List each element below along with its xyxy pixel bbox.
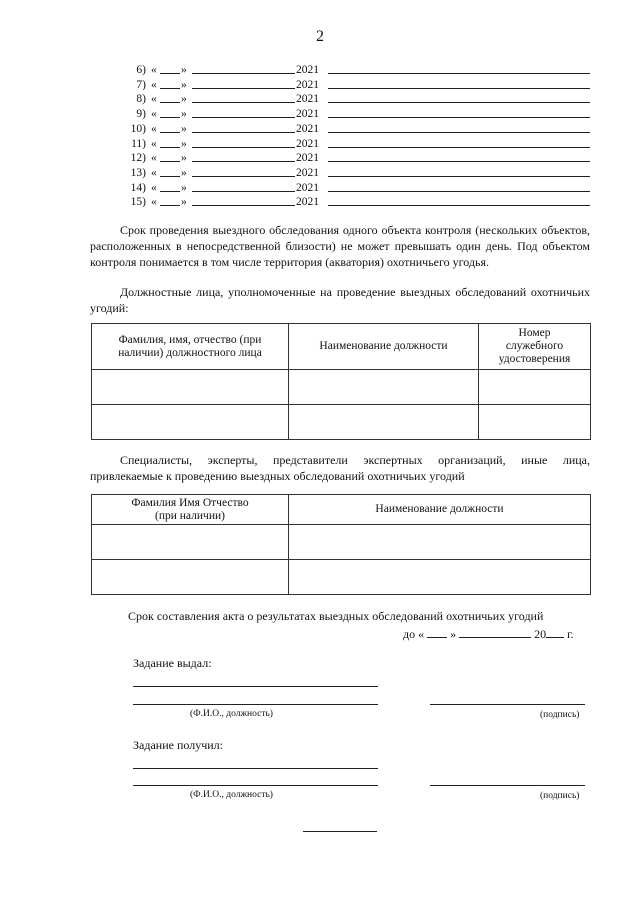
officials-table bbox=[91, 323, 591, 440]
close-quote: » bbox=[181, 166, 187, 179]
issued-label: Задание выдал: bbox=[133, 656, 212, 670]
row-number: 11) bbox=[131, 137, 146, 150]
close-quote: » bbox=[181, 93, 187, 106]
open-quote: « bbox=[151, 137, 157, 150]
description-blank[interactable] bbox=[328, 107, 590, 118]
row-number: 6) bbox=[136, 64, 146, 76]
day-blank[interactable] bbox=[160, 92, 180, 103]
year-text: 2021 bbox=[296, 152, 319, 165]
deadline-month-blank[interactable] bbox=[459, 626, 531, 638]
paragraph-specialists: Специалисты, эксперты, представители экспертных организаций, иные лица, привлекаемые к проведению выездных обследований охотничьих угодий bbox=[90, 453, 590, 483]
deadline-quote-close: » bbox=[450, 627, 457, 641]
table-row bbox=[92, 560, 591, 595]
date-row bbox=[0, 122, 640, 137]
date-row bbox=[0, 137, 640, 152]
deadline-text: Срок составления акта о результатах выездных обследований охотничьих угодий bbox=[128, 609, 544, 623]
open-quote: « bbox=[151, 196, 157, 209]
row-number: 15) bbox=[130, 196, 146, 209]
description-blank[interactable] bbox=[328, 181, 590, 192]
bottom-divider bbox=[303, 831, 377, 832]
table1-cell[interactable] bbox=[479, 405, 591, 440]
table1-cell[interactable] bbox=[289, 405, 479, 440]
received-fio-caption: (Ф.И.О., должность) bbox=[190, 790, 273, 800]
date-row bbox=[0, 166, 640, 181]
table2-cell[interactable] bbox=[289, 525, 591, 560]
day-blank[interactable] bbox=[160, 137, 180, 148]
issued-fio-caption: (Ф.И.О., должность) bbox=[190, 709, 273, 719]
issued-sign-caption: (подпись) bbox=[540, 710, 580, 720]
table1-header-position: Наименование должности bbox=[289, 324, 479, 370]
open-quote: « bbox=[151, 64, 157, 76]
date-row bbox=[0, 107, 640, 122]
open-quote: « bbox=[151, 108, 157, 121]
day-blank[interactable] bbox=[160, 122, 180, 133]
table2-cell[interactable] bbox=[92, 525, 289, 560]
year-text: 2021 bbox=[296, 122, 319, 135]
day-blank[interactable] bbox=[160, 195, 180, 206]
deadline-date bbox=[403, 626, 574, 642]
received-label: Задание получил: bbox=[133, 738, 223, 752]
close-quote: » bbox=[181, 108, 187, 121]
close-quote: » bbox=[181, 152, 187, 165]
year-text: 2021 bbox=[296, 78, 319, 91]
description-blank[interactable] bbox=[328, 137, 590, 148]
year-text: 2021 bbox=[296, 196, 319, 209]
day-blank[interactable] bbox=[160, 78, 180, 89]
description-blank[interactable] bbox=[328, 195, 590, 206]
table-row bbox=[92, 405, 591, 440]
day-blank[interactable] bbox=[160, 181, 180, 192]
description-blank[interactable] bbox=[328, 166, 590, 177]
close-quote: » bbox=[181, 181, 187, 194]
table2-header-name: Фамилия Имя Отчество (при наличии) bbox=[92, 495, 289, 525]
received-sign-caption: (подпись) bbox=[540, 791, 580, 801]
issued-signature-line[interactable] bbox=[430, 704, 585, 705]
open-quote: « bbox=[151, 166, 157, 179]
open-quote: « bbox=[151, 78, 157, 91]
year-text: 2021 bbox=[296, 93, 319, 106]
description-blank[interactable] bbox=[328, 92, 590, 103]
month-blank[interactable] bbox=[192, 63, 295, 74]
table1-cell[interactable] bbox=[92, 405, 289, 440]
open-quote: « bbox=[151, 152, 157, 165]
year-text: 2021 bbox=[296, 64, 319, 76]
description-blank[interactable] bbox=[328, 78, 590, 89]
year-text: 2021 bbox=[296, 108, 319, 121]
table2-header-position: Наименование должности bbox=[289, 495, 591, 525]
issued-fio-line-1[interactable] bbox=[133, 686, 378, 687]
table-row bbox=[92, 370, 591, 405]
date-row bbox=[0, 78, 640, 93]
year-text: 2021 bbox=[296, 137, 319, 150]
description-blank[interactable] bbox=[328, 122, 590, 133]
row-number: 7) bbox=[136, 78, 146, 91]
paragraph-duration: Срок проведения выездного обследования одного объекта контроля (нескольких объектов, расположенных в непосредственной близости) не может превышать один день. Под объектом контроля понимается в том числе территория (акватория) охотничьего угодья. bbox=[90, 223, 590, 269]
table2-cell[interactable] bbox=[289, 560, 591, 595]
month-blank[interactable] bbox=[192, 92, 295, 103]
day-blank[interactable] bbox=[160, 151, 180, 162]
deadline-year-blank[interactable] bbox=[546, 626, 564, 638]
row-number: 8) bbox=[136, 93, 146, 106]
date-row bbox=[0, 195, 640, 210]
day-blank[interactable] bbox=[160, 166, 180, 177]
month-blank[interactable] bbox=[192, 181, 295, 192]
row-number: 9) bbox=[136, 108, 146, 121]
month-blank[interactable] bbox=[192, 151, 295, 162]
date-row bbox=[0, 92, 640, 107]
table1-header-id: Номер служебного удостоверения bbox=[479, 324, 591, 370]
table-row bbox=[92, 525, 591, 560]
day-blank[interactable] bbox=[160, 107, 180, 118]
open-quote: « bbox=[151, 122, 157, 135]
date-row bbox=[0, 63, 640, 78]
date-row bbox=[0, 181, 640, 196]
issued-fio-line-2[interactable] bbox=[133, 704, 378, 705]
month-blank[interactable] bbox=[192, 195, 295, 206]
open-quote: « bbox=[151, 181, 157, 194]
open-quote: « bbox=[151, 93, 157, 106]
month-blank[interactable] bbox=[192, 122, 295, 133]
table1-cell[interactable] bbox=[479, 370, 591, 405]
received-fio-line-2[interactable] bbox=[133, 785, 378, 786]
deadline-year-prefix: 20 bbox=[534, 627, 547, 641]
table1-cell[interactable] bbox=[92, 370, 289, 405]
row-number: 10) bbox=[130, 122, 146, 135]
close-quote: » bbox=[181, 78, 187, 91]
deadline-day-blank[interactable] bbox=[427, 626, 447, 638]
row-number: 12) bbox=[130, 152, 146, 165]
day-blank[interactable] bbox=[160, 63, 180, 74]
month-blank[interactable] bbox=[192, 107, 295, 118]
description-blank[interactable] bbox=[328, 63, 590, 74]
close-quote: » bbox=[181, 137, 187, 150]
close-quote: » bbox=[181, 64, 187, 76]
row-number: 14) bbox=[130, 181, 146, 194]
specialists-table bbox=[91, 494, 591, 595]
received-fio-line-1[interactable] bbox=[133, 768, 378, 769]
deadline-suffix: г. bbox=[567, 627, 574, 641]
paragraph-officials: Должностные лица, уполномоченные на проведение выездных обследований охотничьих угодий: bbox=[90, 285, 590, 315]
month-blank[interactable] bbox=[192, 166, 295, 177]
table1-cell[interactable] bbox=[289, 370, 479, 405]
close-quote: » bbox=[181, 196, 187, 209]
row-number: 13) bbox=[130, 166, 146, 179]
page-number: 2 bbox=[316, 28, 324, 45]
description-blank[interactable] bbox=[328, 151, 590, 162]
year-text: 2021 bbox=[296, 166, 319, 179]
received-signature-line[interactable] bbox=[430, 785, 585, 786]
deadline-prefix: до « bbox=[403, 627, 425, 641]
month-blank[interactable] bbox=[192, 78, 295, 89]
year-text: 2021 bbox=[296, 181, 319, 194]
table1-header-name: Фамилия, имя, отчество (при наличии) должностного лица bbox=[92, 324, 289, 370]
close-quote: » bbox=[181, 122, 187, 135]
date-row bbox=[0, 151, 640, 166]
table2-cell[interactable] bbox=[92, 560, 289, 595]
month-blank[interactable] bbox=[192, 137, 295, 148]
